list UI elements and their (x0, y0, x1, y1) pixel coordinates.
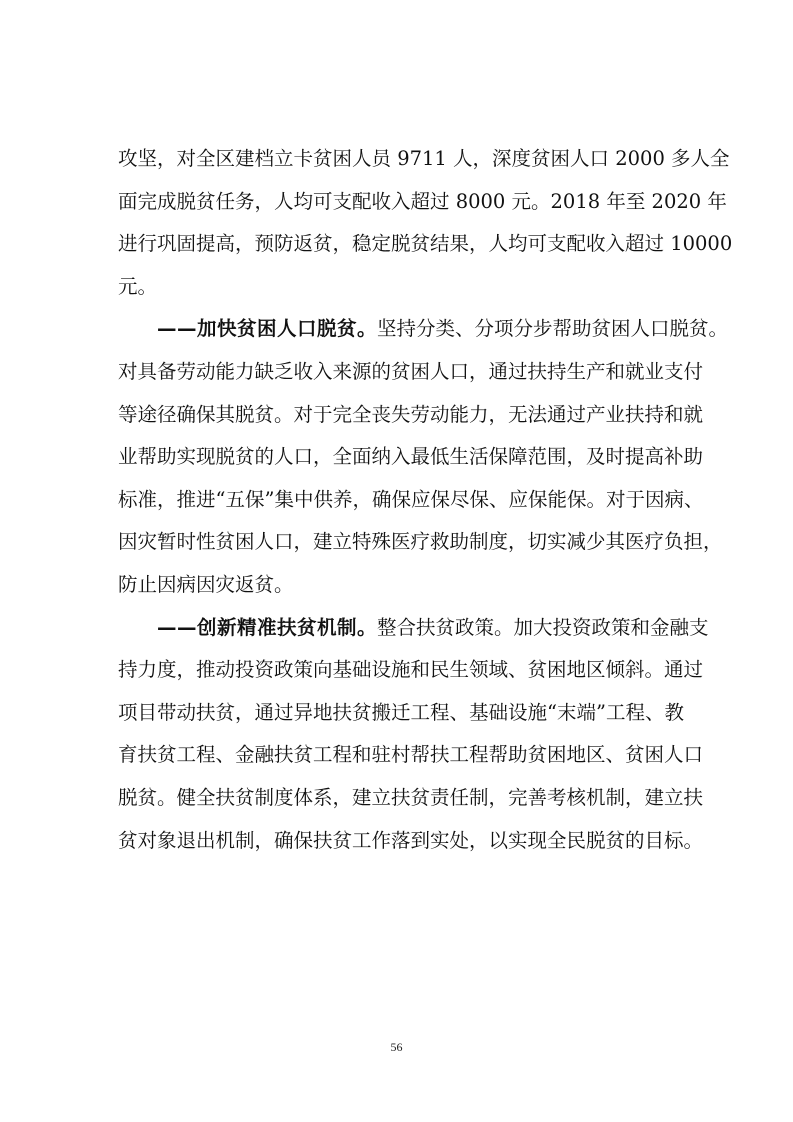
section-heading: ——加快贫困人口脱贫。 (157, 317, 378, 341)
text-line: 贫对象退出机制，确保扶贫工作落到实处，以实现全民脱贫的目标。 (118, 828, 704, 852)
text-line: 因灾暂时性贫困人口，建立特殊医疗救助制度，切实减少其医疗负担， (118, 530, 723, 554)
text-line (118, 607, 709, 650)
text-line (118, 308, 729, 351)
document-body (118, 138, 733, 862)
text-line: 面完成脱贫任务，人均可支配收入超过 8000 元。2018 年至 2020 年 (118, 189, 727, 213)
text-line: 项目带动扶贫，通过异地扶贫搬迁工程、基础设施“末端”工程、教 (118, 700, 684, 724)
text-span: 整合扶贫政策。加大投资政策和金融支 (377, 615, 709, 639)
page-number: 56 (390, 1040, 403, 1054)
text-line: 对具备劳动能力缺乏收入来源的贫困人口，通过扶持生产和就业支付 (118, 359, 704, 383)
text-line: 持力度，推动投资政策向基础设施和民生领域、贫困地区倾斜。通过 (118, 658, 704, 682)
text-line: 脱贫。健全扶贫制度体系，建立扶贫责任制，完善考核机制，建立扶 (118, 785, 704, 809)
text-line: 育扶贫工程、金融扶贫工程和驻村帮扶工程帮助贫困地区、贫困人口 (118, 743, 704, 767)
section-heading: ——创新精准扶贫机制。 (157, 615, 378, 639)
text-line: 等途径确保其脱贫。对于完全丧失劳动能力，无法通过产业扶持和就 (118, 402, 704, 426)
text-line: 元。 (118, 274, 158, 298)
text-line: 进行巩固提高，预防返贫，稳定脱贫结果，人均可支配收入超过 10000 (118, 232, 733, 256)
text-span: 坚持分类、分项分步帮助贫困人口脱贫。 (377, 317, 729, 341)
paragraph-precision-mechanism (118, 607, 709, 863)
text-line: 业帮助实现脱贫的人口，全面纳入最低生活保障范围，及时提高补助 (118, 445, 704, 469)
text-line: 标准，推进“五保”集中供养，确保应保尽保、应保能保。对于因病、 (118, 487, 704, 511)
text-line: 防止因病因灾返贫。 (118, 572, 294, 596)
paragraph-poverty-relief (118, 308, 729, 606)
paragraph-continuation (118, 138, 733, 308)
text-line: 攻坚，对全区建档立卡贫困人员 9711 人，深度贫困人口 2000 多人全 (118, 147, 730, 170)
